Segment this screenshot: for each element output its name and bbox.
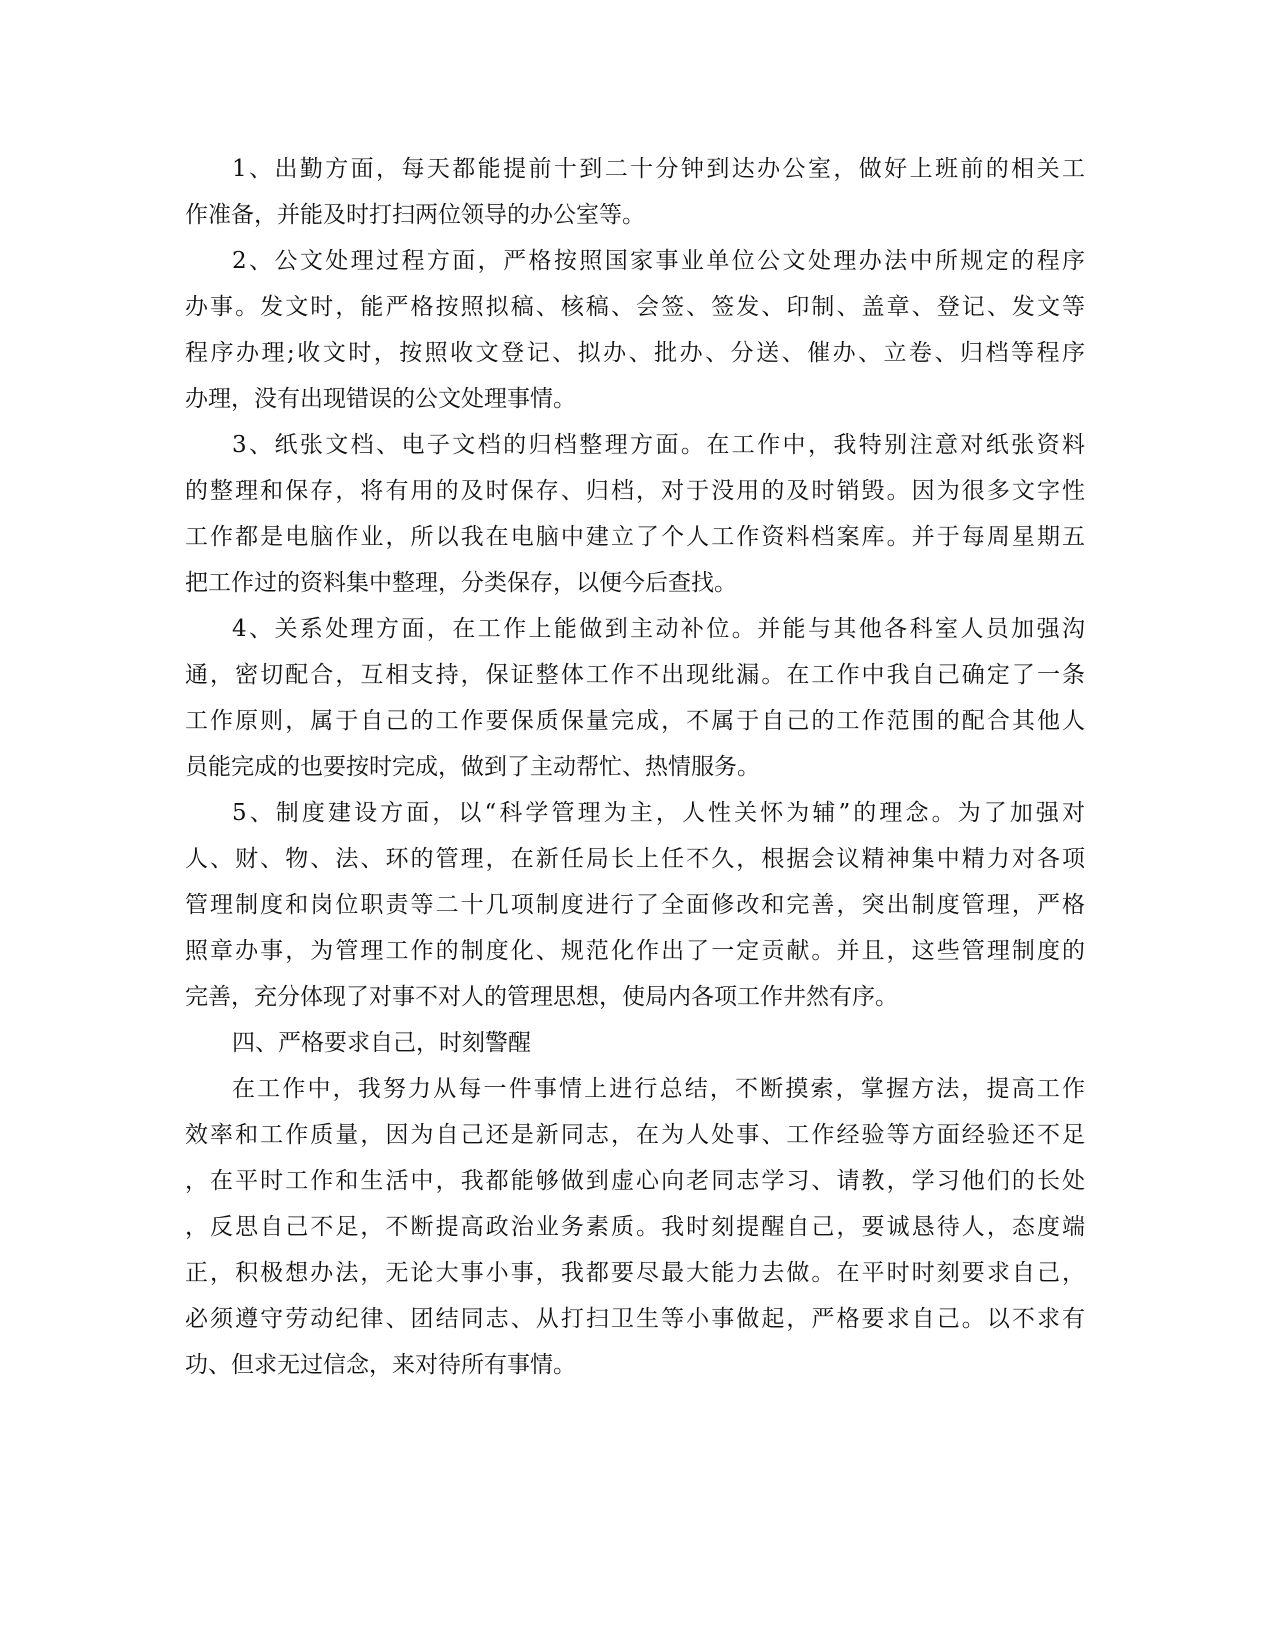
text-line: 3、纸张文档、电子文档的归档整理方面。在工作中，我特别注意对纸张资料 xyxy=(232,432,1085,458)
text-line: 正，积极想办法，无论大事小事，我都要尽最大能力去做。在平时时刻要求自己， xyxy=(185,1260,1085,1286)
text-line: 5、制度建设方面，以“科学管理为主，人性关怀为辅”的理念。为了加强对 xyxy=(232,800,1085,826)
paragraph-document-processing xyxy=(185,238,1085,422)
text-line: 的整理和保存，将有用的及时保存、归档，对于没用的及时销毁。因为很多文字性 xyxy=(185,478,1085,504)
section-heading xyxy=(185,1020,1085,1066)
text-line: 办事。发文时，能严格按照拟稿、核稿、会签、签发、印制、盖章、登记、发文等 xyxy=(185,294,1085,320)
text-line: 把工作过的资料集中整理，分类保存，以便今后查找。 xyxy=(185,570,737,596)
heading-line: 四、严格要求自己，时刻警醒 xyxy=(232,1030,531,1056)
text-line: 通，密切配合，互相支持，保证整体工作不出现纰漏。在工作中我自己确定了一条 xyxy=(185,662,1085,688)
text-line: 程序办理;收文时，按照收文登记、拟办、批办、分送、催办、立卷、归档等程序 xyxy=(185,340,1085,366)
text-line: 作准备，并能及时打扫两位领导的办公室等。 xyxy=(185,202,645,228)
paragraph-system-building xyxy=(185,790,1085,1020)
paragraph-attendance xyxy=(185,146,1085,238)
document-body xyxy=(185,146,1085,1388)
text-line: ，在平时工作和生活中，我都能够做到虚心向老同志学习、请教，学习他们的长处 xyxy=(185,1168,1085,1194)
text-line: 2、公文处理过程方面，严格按照国家事业单位公文处理办法中所规定的程序 xyxy=(232,248,1085,274)
text-line: 照章办事，为管理工作的制度化、规范化作出了一定贡献。并且，这些管理制度的 xyxy=(185,938,1085,964)
paragraph-self-discipline xyxy=(185,1066,1085,1388)
text-line: 效率和工作质量，因为自己还是新同志，在为人处事、工作经验等方面经验还不足 xyxy=(185,1122,1085,1148)
text-line: 员能完成的也要按时完成，做到了主动帮忙、热情服务。 xyxy=(185,754,760,780)
text-line: 工作原则，属于自己的工作要保质保量完成，不属于自己的工作范围的配合其他人 xyxy=(185,708,1085,734)
paragraph-relations xyxy=(185,606,1085,790)
text-line: 在工作中，我努力从每一件事情上进行总结，不断摸索，掌握方法，提高工作 xyxy=(232,1076,1085,1102)
text-line: 管理制度和岗位职责等二十几项制度进行了全面修改和完善，突出制度管理，严格 xyxy=(185,892,1085,918)
text-line: 完善，充分体现了对事不对人的管理思想，使局内各项工作井然有序。 xyxy=(185,984,898,1010)
text-line: 1、出勤方面，每天都能提前十到二十分钟到达办公室，做好上班前的相关工 xyxy=(232,156,1085,182)
text-line: 工作都是电脑作业，所以我在电脑中建立了个人工作资料档案库。并于每周星期五 xyxy=(185,524,1085,550)
paragraph-archiving xyxy=(185,422,1085,606)
text-line: 4、关系处理方面，在工作上能做到主动补位。并能与其他各科室人员加强沟 xyxy=(232,616,1085,642)
text-line: 办理，没有出现错误的公文处理事情。 xyxy=(185,386,576,412)
text-line: 功、但求无过信念，来对待所有事情。 xyxy=(185,1352,576,1378)
text-line: 人、财、物、法、环的管理，在新任局长上任不久，根据会议精神集中精力对各项 xyxy=(185,846,1085,872)
text-line: ，反思自己不足，不断提高政治业务素质。我时刻提醒自己，要诚恳待人，态度端 xyxy=(185,1214,1085,1240)
text-line: 必须遵守劳动纪律、团结同志、从打扫卫生等小事做起，严格要求自己。以不求有 xyxy=(185,1306,1085,1332)
